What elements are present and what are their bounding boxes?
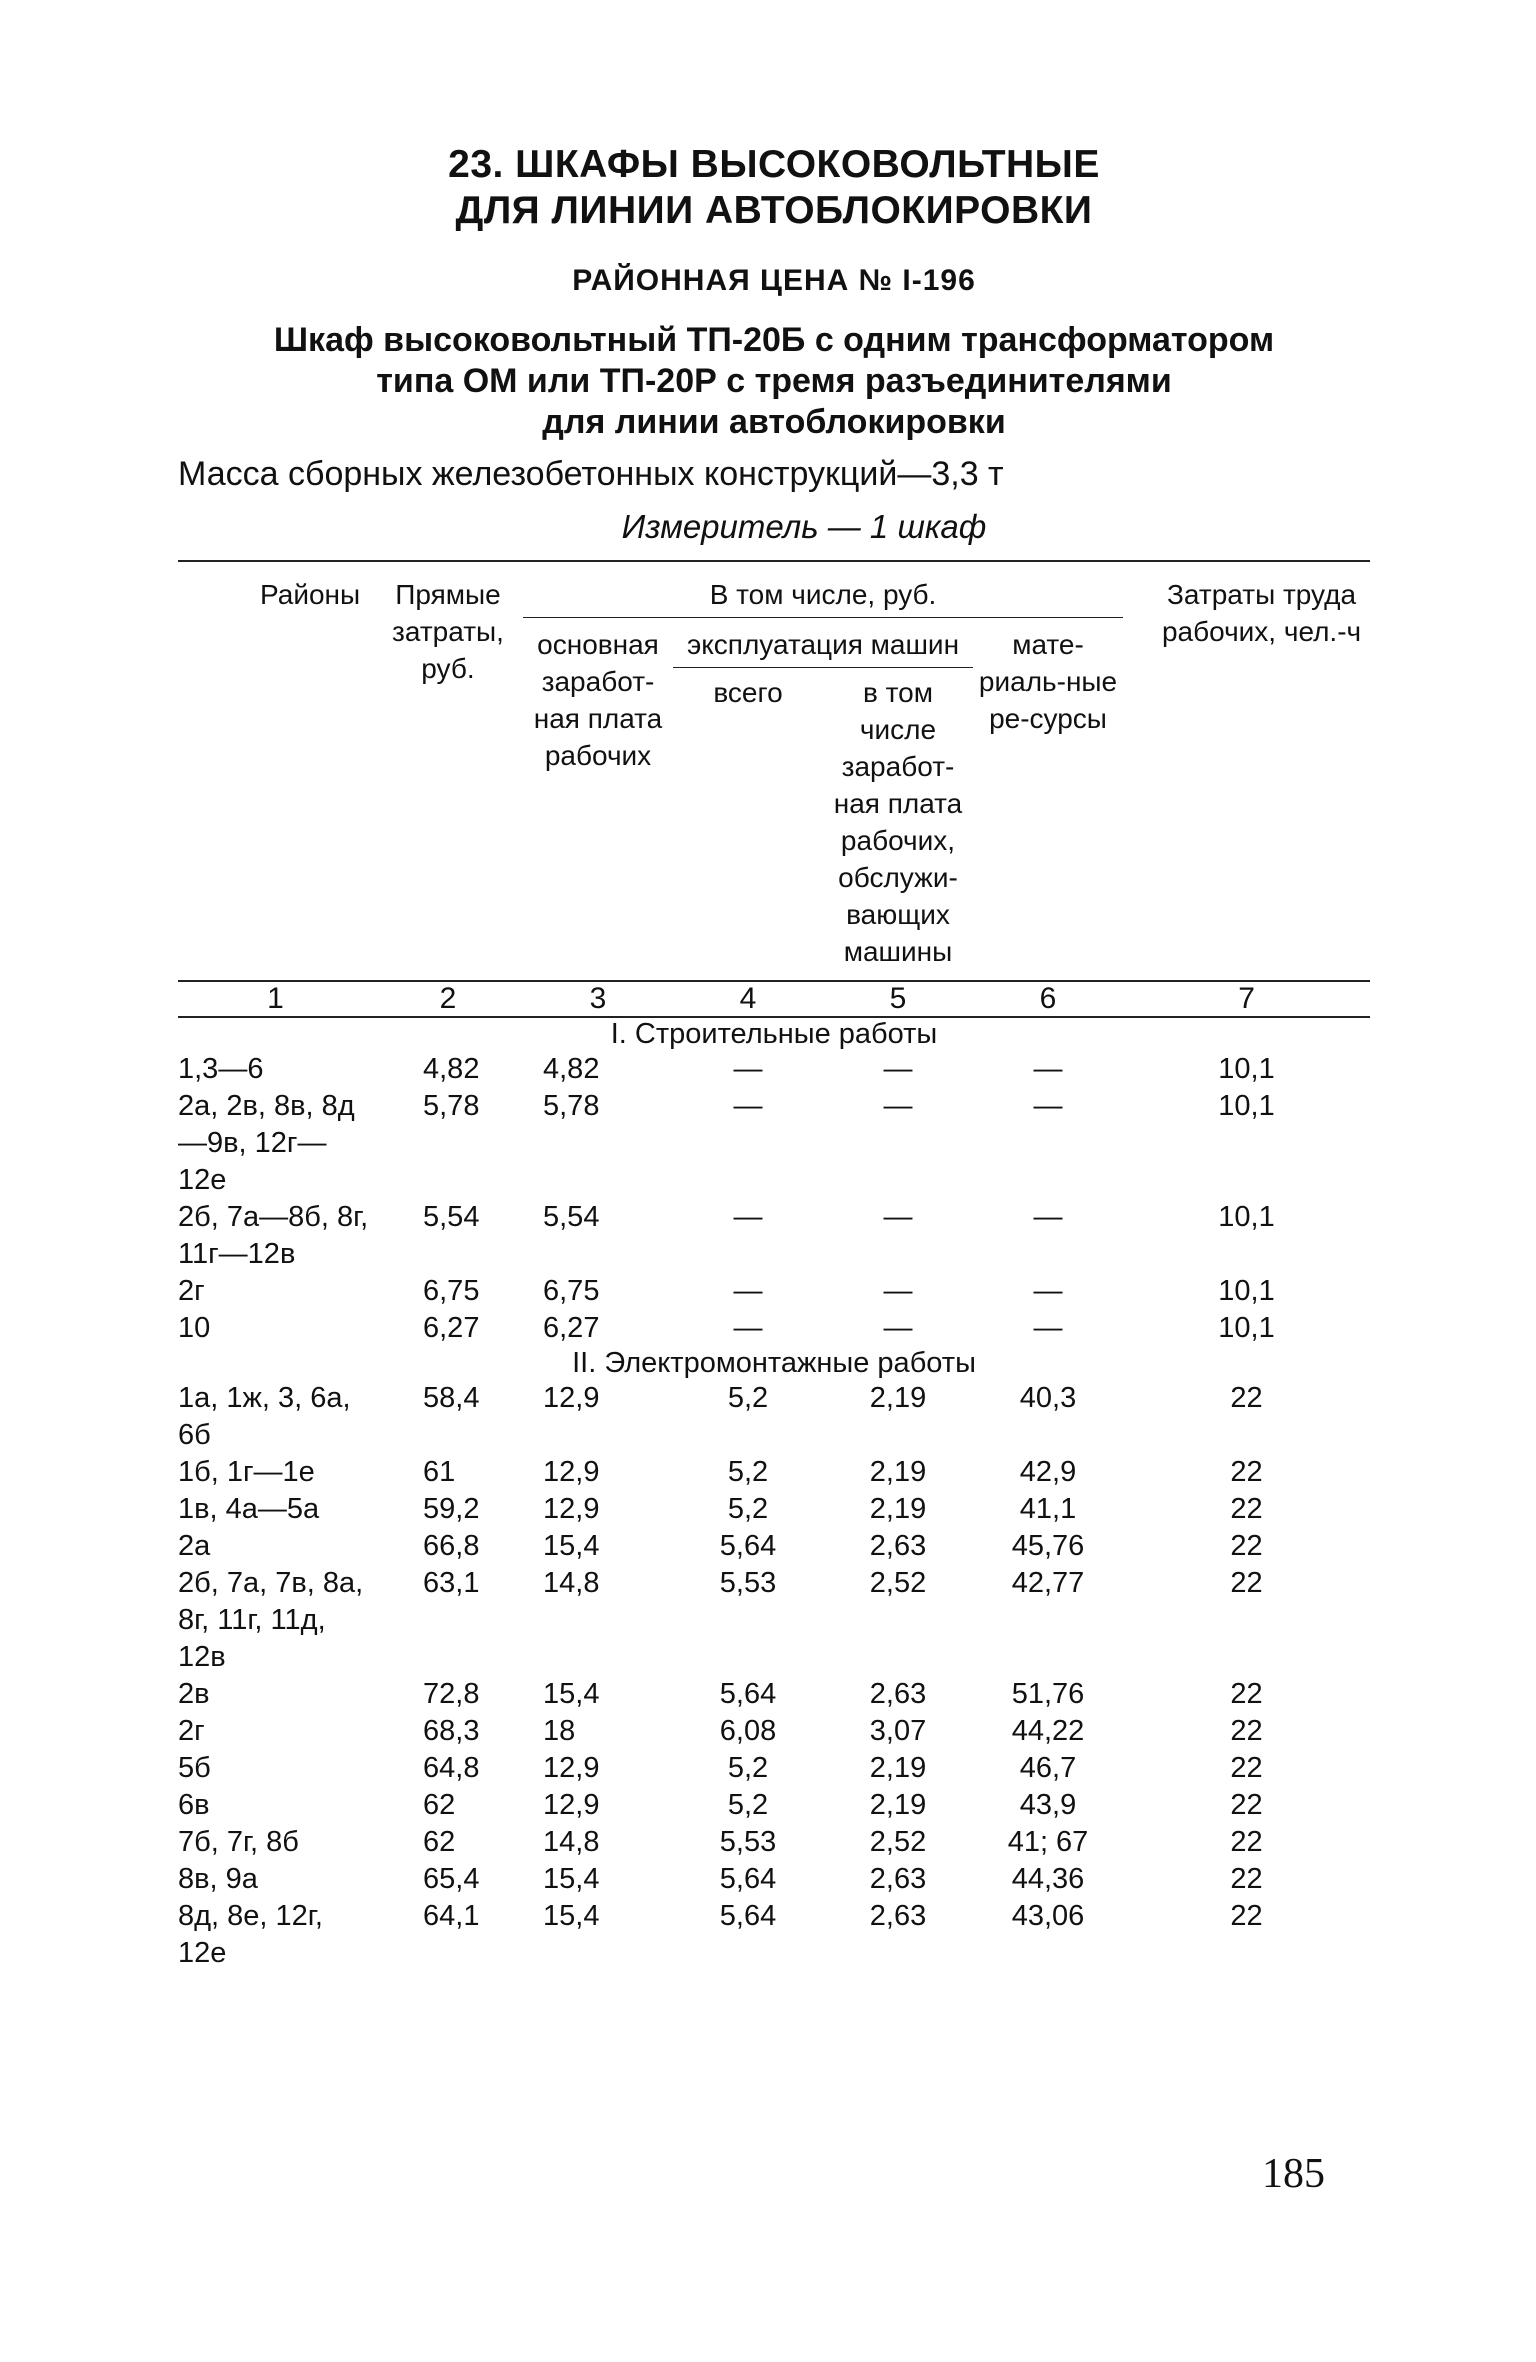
cell-c3: 12,9: [543, 1456, 600, 1488]
col-num: 6: [1039, 982, 1057, 1015]
col-num: 4: [739, 982, 757, 1015]
cell-districts: 8д, 8е, 12г, 12е: [178, 1900, 323, 1969]
cell-c7: 22: [1230, 1863, 1263, 1895]
cell-c3: 15,4: [543, 1900, 600, 1932]
cell-districts: 2в: [178, 1678, 210, 1710]
title-line-2: ДЛЯ ЛИНИИ АВТОБЛОКИРОВКИ: [455, 189, 1093, 232]
cell-c4: —: [733, 1312, 763, 1344]
cell-c5: 2,19: [869, 1752, 927, 1784]
section-header-row: [178, 1347, 1370, 1380]
cell-c3: 18: [543, 1715, 576, 1747]
cell-c3: 12,9: [543, 1493, 600, 1525]
cell-c2: 61: [423, 1456, 456, 1488]
cell-c7: 22: [1230, 1752, 1263, 1784]
cell-districts: 2г: [178, 1275, 205, 1307]
cell-c3: 5,54: [543, 1201, 600, 1233]
cell-c2: 59,2: [423, 1493, 480, 1525]
header-labor: Затраты труда рабочих, чел.-ч: [1161, 579, 1362, 647]
cell-c5: —: [883, 1090, 913, 1122]
cell-districts: 2б, 7а, 7в, 8а, 8г, 11г, 11д, 12в: [178, 1567, 364, 1673]
cell-c2: 5,54: [423, 1201, 480, 1233]
price-number: РАЙОННАЯ ЦЕНА № I-196: [572, 264, 976, 297]
cell-c7: 22: [1230, 1530, 1263, 1562]
cell-c7: 10,1: [1218, 1090, 1275, 1122]
cell-c4: 5,53: [719, 1826, 777, 1858]
cell-c2: 64,8: [423, 1752, 480, 1784]
cell-c4: 5,2: [727, 1382, 769, 1414]
cell-c3: 15,4: [543, 1530, 600, 1562]
table-row: [178, 1565, 1370, 1676]
table-row: [178, 1088, 1370, 1199]
cell-c7: 22: [1230, 1900, 1263, 1932]
header-base-wage: основная заработ-ная плата рабочих: [533, 629, 663, 771]
cell-c6: 43,9: [1019, 1789, 1077, 1821]
table-row: [178, 1750, 1370, 1787]
cell-c4: 5,64: [719, 1863, 777, 1895]
col-num: 5: [889, 982, 907, 1015]
cell-c6: 44,36: [1011, 1863, 1085, 1895]
cell-c6: 44,22: [1011, 1715, 1085, 1747]
price-table: [178, 560, 1370, 1972]
cell-c7: 10,1: [1218, 1275, 1275, 1307]
cell-c6: 42,9: [1019, 1456, 1077, 1488]
cell-c5: 2,19: [869, 1789, 927, 1821]
cell-c2: 6,75: [423, 1275, 480, 1307]
cell-districts: 2а, 2в, 8в, 8д—9в, 12г—12е: [178, 1090, 355, 1196]
cell-c4: 5,2: [727, 1789, 769, 1821]
cell-districts: 8в, 9а: [178, 1863, 258, 1895]
cell-c3: 12,9: [543, 1789, 600, 1821]
item-subtitle: [178, 320, 1370, 443]
cell-c5: 3,07: [869, 1715, 927, 1747]
cell-c5: 2,63: [869, 1863, 927, 1895]
cell-c2: 65,4: [423, 1863, 480, 1895]
cell-districts: 1а, 1ж, 3, 6а, 6б: [178, 1382, 351, 1451]
cell-c5: 2,52: [869, 1826, 927, 1858]
cell-c5: 2,63: [869, 1530, 927, 1562]
cell-c7: 22: [1230, 1456, 1263, 1488]
col-num: 2: [439, 982, 457, 1015]
table-row: [178, 1861, 1370, 1898]
table-row: [178, 1713, 1370, 1750]
cell-c5: —: [883, 1053, 913, 1085]
cell-c4: 5,2: [727, 1456, 769, 1488]
cell-districts: 10: [178, 1312, 211, 1344]
cell-c5: 2,63: [869, 1900, 927, 1932]
cell-c5: —: [883, 1312, 913, 1344]
table-row: [178, 1676, 1370, 1713]
cell-c7: 22: [1230, 1567, 1263, 1599]
cell-c2: 66,8: [423, 1530, 480, 1562]
cell-c3: 4,82: [543, 1053, 600, 1085]
cell-districts: 2а: [178, 1530, 211, 1562]
cell-c7: 22: [1230, 1382, 1263, 1414]
section-header-row: [178, 1017, 1370, 1051]
cell-c6: 41; 67: [1007, 1826, 1089, 1858]
cell-c6: 41,1: [1019, 1493, 1077, 1525]
cell-c6: 46,7: [1019, 1752, 1077, 1784]
cell-c4: 5,64: [719, 1900, 777, 1932]
cell-c4: —: [733, 1090, 763, 1122]
table-row: [178, 1380, 1370, 1454]
cell-c6: —: [1033, 1090, 1063, 1122]
cell-c2: 5,78: [423, 1090, 480, 1122]
col-num: 1: [267, 982, 284, 1015]
cell-c5: 2,19: [869, 1382, 927, 1414]
cell-c2: 63,1: [423, 1567, 480, 1599]
cell-c3: 5,78: [543, 1090, 600, 1122]
cell-districts: 1б, 1г—1е: [178, 1456, 315, 1488]
subtitle-line-1: Шкаф высоковольтный ТП-20Б с одним трансформатором: [273, 321, 1275, 359]
col-num: 7: [1238, 982, 1255, 1015]
measure-unit: Измеритель — 1 шкаф: [621, 508, 987, 545]
section-title: I. Строительные работы: [610, 1018, 938, 1050]
cell-c3: 6,75: [543, 1275, 600, 1307]
header-machine-operation: эксплуатация машин: [673, 618, 973, 668]
cell-c6: 45,76: [1011, 1530, 1085, 1562]
cell-c7: 10,1: [1218, 1053, 1275, 1085]
page: [178, 0, 1370, 1972]
cell-c4: 5,2: [727, 1752, 769, 1784]
cell-c2: 58,4: [423, 1382, 480, 1414]
table-row: [178, 1528, 1370, 1565]
cell-c6: —: [1033, 1275, 1063, 1307]
cell-c3: 12,9: [543, 1752, 600, 1784]
mass-note: Масса сборных железобетонных конструкций—3,3 т: [178, 455, 1004, 493]
header-total: всего: [713, 677, 783, 708]
column-numbers: [178, 981, 1370, 1017]
cell-c4: 5,64: [719, 1530, 777, 1562]
table-body: [178, 1017, 1370, 1972]
cell-c5: 2,19: [869, 1456, 927, 1488]
section-title: II. Электромонтажные работы: [572, 1347, 976, 1379]
subtitle-line-2: типа ОМ или ТП-20Р с тремя разъединителями: [376, 362, 1172, 400]
section-title: [178, 142, 1370, 234]
cell-districts: 1,3—6: [178, 1053, 264, 1085]
cell-c7: 22: [1230, 1789, 1263, 1821]
cell-c6: 51,76: [1011, 1678, 1085, 1710]
cell-c2: 6,27: [423, 1312, 480, 1344]
col-num: 3: [589, 982, 607, 1015]
cell-c6: 42,77: [1011, 1567, 1085, 1599]
table-row: [178, 1454, 1370, 1491]
header-materials: мате-риаль-ные ре-сурсы: [978, 629, 1118, 734]
table-row: [178, 1199, 1370, 1273]
cell-districts: 7б, 7г, 8б: [178, 1826, 299, 1858]
cell-c4: 5,2: [727, 1493, 769, 1525]
table-row: [178, 1051, 1370, 1088]
cell-c7: 22: [1230, 1826, 1263, 1858]
cell-c6: —: [1033, 1201, 1063, 1233]
cell-c3: 15,4: [543, 1678, 600, 1710]
cell-districts: 5б: [178, 1752, 211, 1784]
header-direct-costs: Прямые затраты, руб.: [392, 579, 504, 684]
cell-c6: 40,3: [1019, 1382, 1077, 1414]
cell-c5: 2,19: [869, 1493, 927, 1525]
table-row: [178, 1273, 1370, 1310]
header-districts: Районы: [260, 579, 361, 610]
page-number: 185: [1262, 2151, 1325, 2197]
table-row: [178, 1824, 1370, 1861]
cell-c4: 5,64: [719, 1678, 777, 1710]
cell-c6: 43,06: [1011, 1900, 1085, 1932]
cell-c4: 5,53: [719, 1567, 777, 1599]
cell-districts: 2б, 7а—8б, 8г, 11г—12в: [178, 1201, 369, 1270]
cell-c7: 22: [1230, 1493, 1263, 1525]
table-row: [178, 1898, 1370, 1972]
cell-c2: 72,8: [423, 1678, 480, 1710]
cell-c5: 2,63: [869, 1678, 927, 1710]
cell-c5: 2,52: [869, 1567, 927, 1599]
cell-districts: 1в, 4а—5а: [178, 1493, 320, 1525]
cell-c4: —: [733, 1201, 763, 1233]
cell-c3: 12,9: [543, 1382, 600, 1414]
cell-c3: 14,8: [543, 1826, 600, 1858]
cell-c2: 62: [423, 1826, 456, 1858]
cell-c5: —: [883, 1275, 913, 1307]
subtitle-line-3: для линии автоблокировки: [542, 403, 1006, 441]
cell-c2: 68,3: [423, 1715, 480, 1747]
cell-c4: 6,08: [719, 1715, 777, 1747]
cell-c2: 64,1: [423, 1900, 480, 1932]
cell-c4: —: [733, 1053, 763, 1085]
cell-c4: —: [733, 1275, 763, 1307]
cell-districts: 6в: [178, 1789, 210, 1821]
title-line-1: 23. ШКАФЫ ВЫСОКОВОЛЬТНЫЕ: [448, 143, 1100, 186]
cell-c6: —: [1033, 1053, 1063, 1085]
cell-c3: 14,8: [543, 1567, 600, 1599]
cell-c5: —: [883, 1201, 913, 1233]
cell-c7: 10,1: [1218, 1312, 1275, 1344]
header-including: В том числе, руб.: [523, 561, 1123, 618]
table-row: [178, 1491, 1370, 1528]
cell-c7: 22: [1230, 1715, 1263, 1747]
cell-c2: 4,82: [423, 1053, 480, 1085]
cell-c2: 62: [423, 1789, 456, 1821]
table-row: [178, 1787, 1370, 1824]
table-row: [178, 1310, 1370, 1347]
cell-c6: —: [1033, 1312, 1063, 1344]
cell-c3: 15,4: [543, 1863, 600, 1895]
cell-districts: 2г: [178, 1715, 205, 1747]
cell-c7: 10,1: [1218, 1201, 1275, 1233]
cell-c7: 22: [1230, 1678, 1263, 1710]
header-incl-wage: в том числе заработ-ная плата рабочих, обслужи-вающих машины: [833, 677, 963, 967]
cell-c3: 6,27: [543, 1312, 600, 1344]
